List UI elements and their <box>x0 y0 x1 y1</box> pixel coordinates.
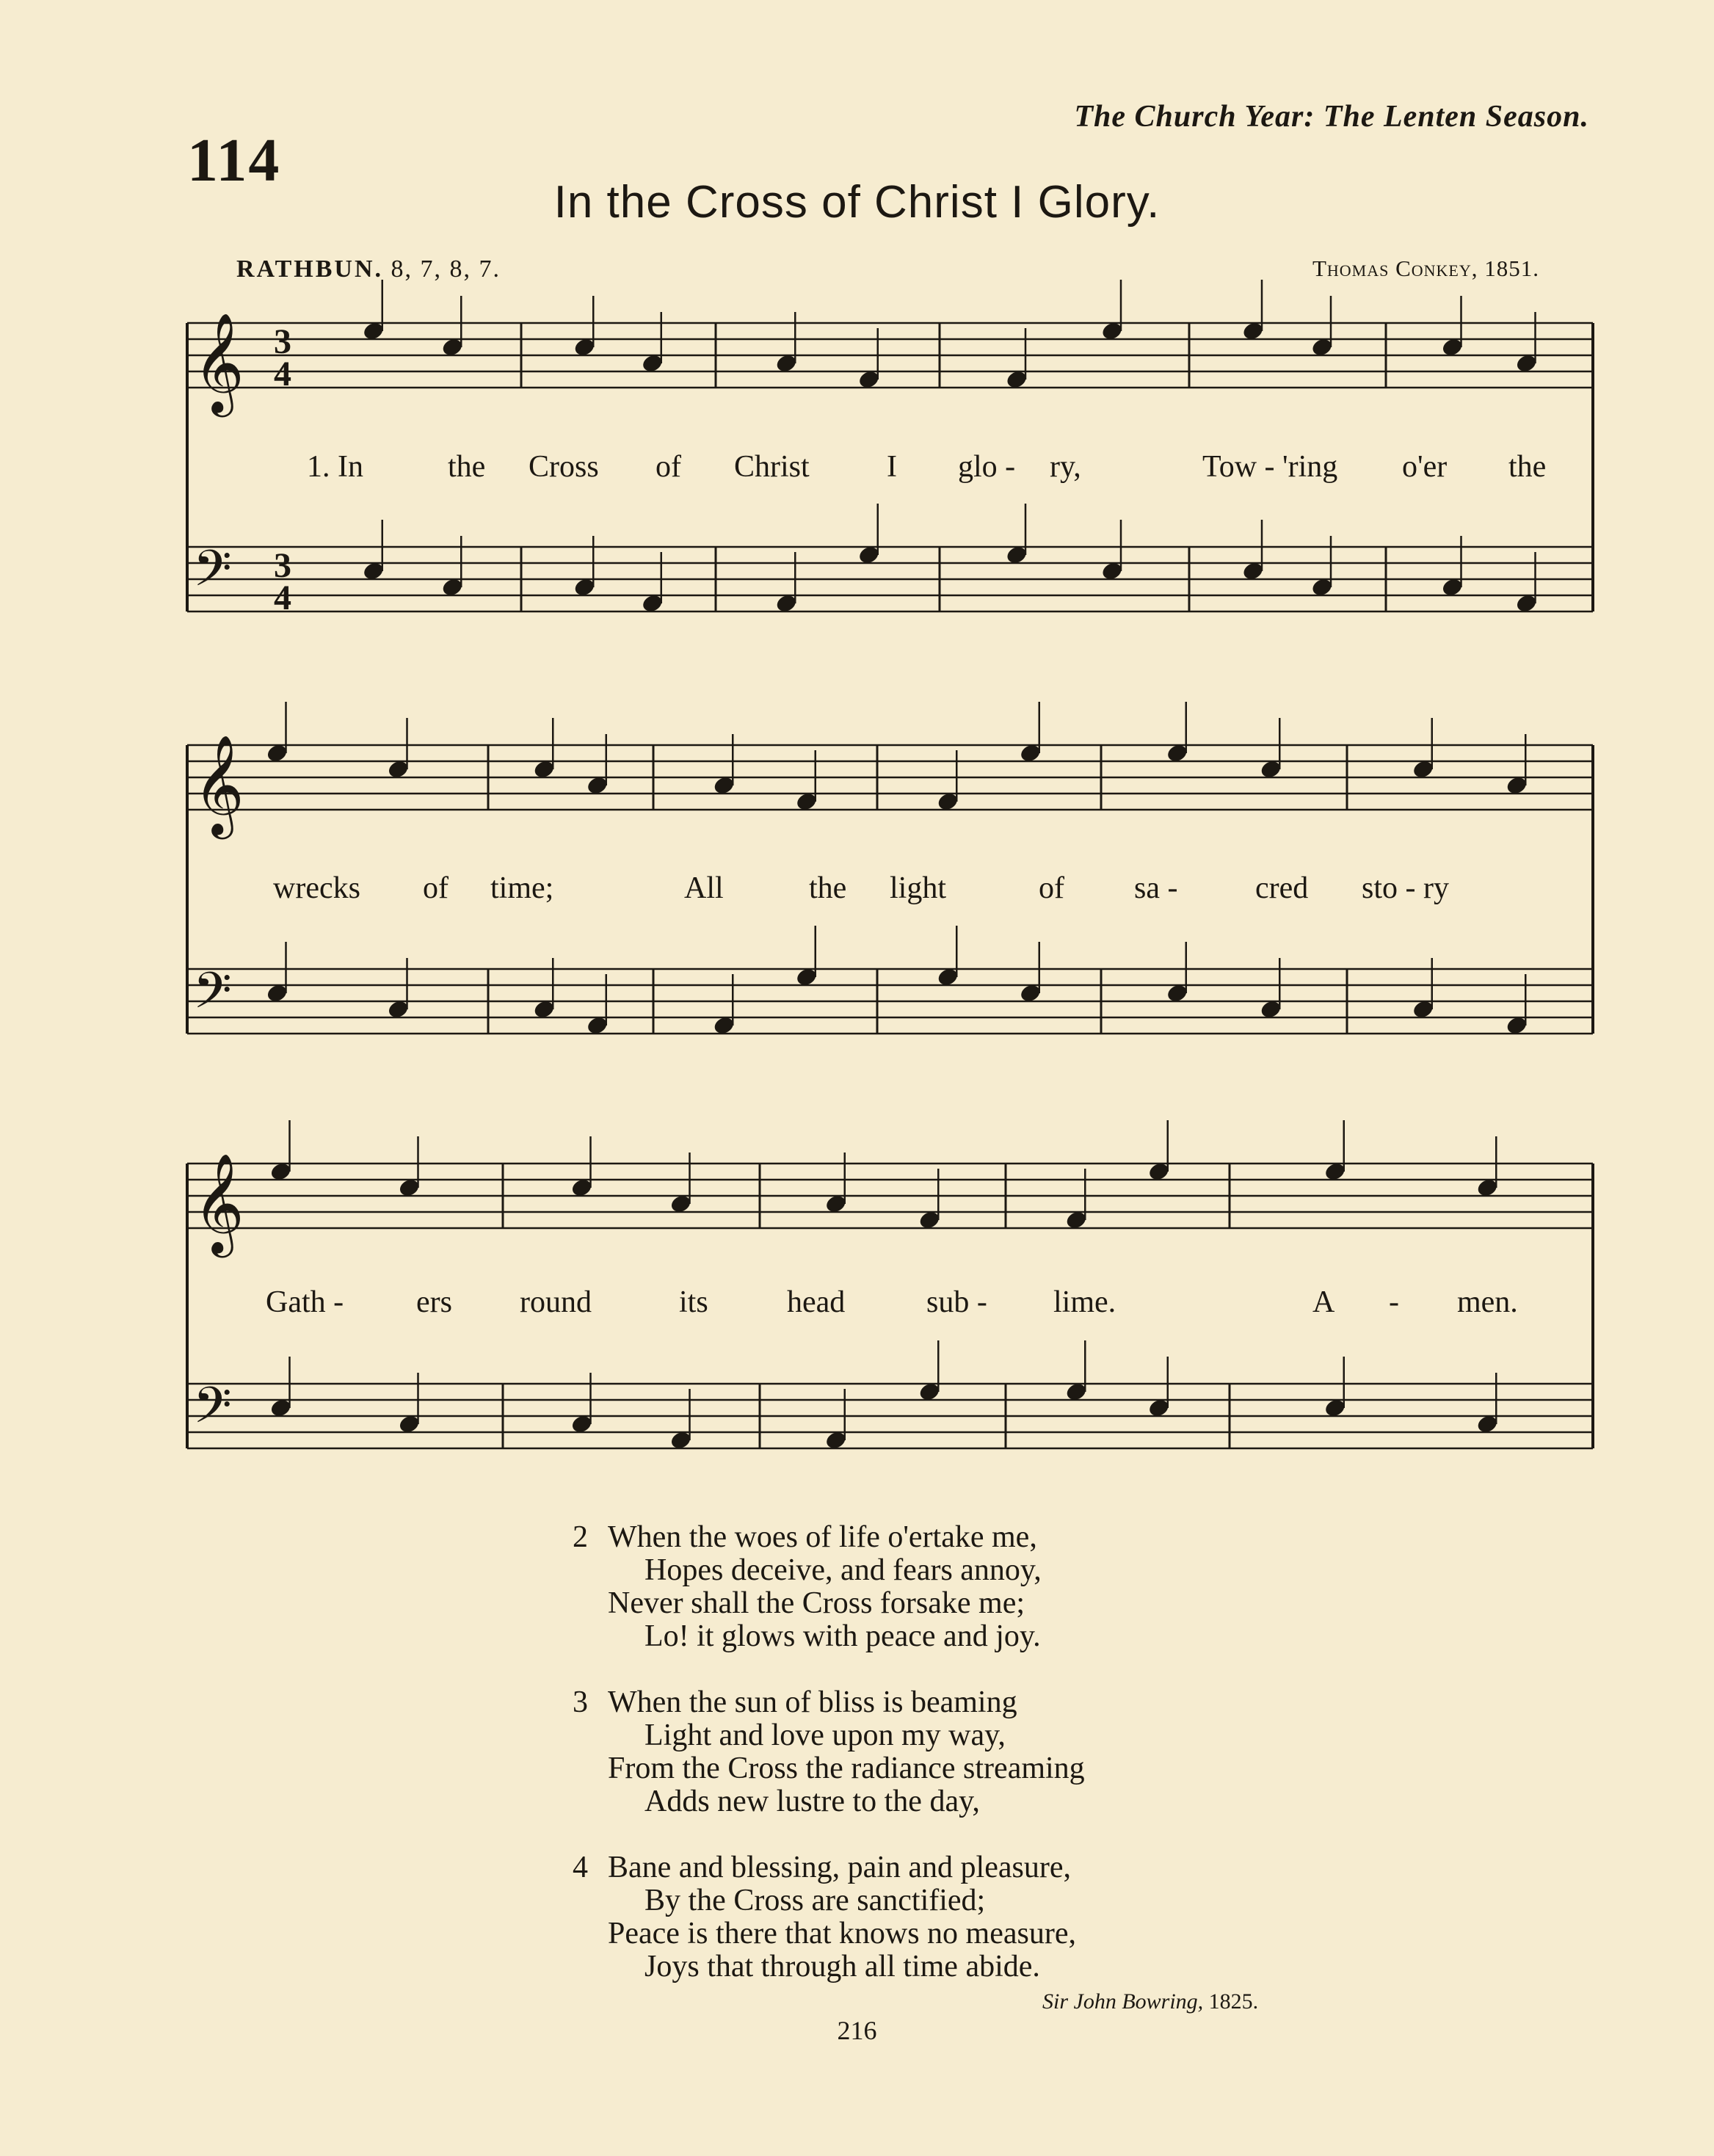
text-year: 1825. <box>1208 1989 1259 2014</box>
verse-number: 2 <box>573 1520 588 1554</box>
verse-line: Adds new lustre to the day, <box>644 1785 980 1818</box>
lyric-syllable: 1. In <box>307 450 363 484</box>
lyric-syllable: Gath - <box>266 1285 344 1319</box>
lyric-syllable: light <box>890 871 947 905</box>
lyric-syllable: head <box>787 1285 846 1319</box>
lyric-syllable: of <box>1039 871 1064 905</box>
page-number: 216 <box>837 2016 877 2045</box>
lyric-syllable: men. <box>1457 1285 1518 1319</box>
verse-line: Hopes deceive, and fears annoy, <box>644 1553 1042 1587</box>
section-heading: The Church Year: The Lenten Season. <box>1074 100 1589 134</box>
tune-meter: 8, 7, 8, 7. <box>391 255 501 283</box>
hymn-number: 114 <box>187 126 281 195</box>
text-author: Sir John Bowring, <box>1042 1989 1204 2014</box>
verse-line: Peace is there that knows no measure, <box>608 1917 1076 1950</box>
verse-line: Never shall the Cross forsake me; <box>608 1586 1025 1620</box>
lyric-syllable: sa - <box>1134 871 1178 905</box>
bass-clef: 𝄢 <box>193 1377 232 1447</box>
lyric-syllable: of <box>656 450 681 484</box>
treble-clef: 𝄞 <box>193 1152 244 1253</box>
treble-clef: 𝄞 <box>193 311 244 413</box>
time-signature-bottom: 4 <box>274 355 291 393</box>
verse-line: Lo! it glows with peace and joy. <box>644 1619 1041 1653</box>
verse-line: Joys that through all time abide. <box>644 1950 1040 1983</box>
lyric-syllable: - <box>1389 1285 1399 1319</box>
lyric-syllable: of <box>423 871 449 905</box>
verse-number: 4 <box>573 1851 588 1884</box>
lyric-syllable: A <box>1312 1285 1335 1319</box>
time-signature-top: 3 <box>274 546 291 585</box>
lyric-syllable: time; <box>490 871 554 905</box>
verse-3 <box>573 1686 1085 1818</box>
lyric-syllable: the <box>1508 450 1547 484</box>
lyric-syllable: glo - <box>958 450 1016 484</box>
lyric-syllable: ers <box>416 1285 452 1319</box>
verse-line: When the woes of life o'ertake me, <box>608 1520 1037 1554</box>
bass-clef: 𝄢 <box>193 962 232 1032</box>
additional-verses <box>573 1521 1085 2017</box>
verse-line: When the sun of bliss is beaming <box>608 1685 1017 1719</box>
lyric-syllable: o'er <box>1402 450 1448 484</box>
lyric-syllable: Christ <box>734 450 810 484</box>
lyric-syllable: the <box>448 450 486 484</box>
tune-name: RATHBUN. <box>236 255 383 283</box>
lyric-syllable: All <box>684 871 724 905</box>
text-author-credit <box>1042 1989 1258 2014</box>
lyric-syllable: ry, <box>1050 450 1081 484</box>
lyric-syllable: cred <box>1255 871 1309 905</box>
lyric-syllable: its <box>679 1285 708 1319</box>
time-signature-bottom: 4 <box>274 578 291 617</box>
lyric-syllable: sto - ry <box>1362 871 1449 905</box>
verse-line: From the Cross the radiance streaming <box>608 1752 1085 1785</box>
lyric-syllable: lime. <box>1053 1285 1116 1319</box>
verse-line: Bane and blessing, pain and pleasure, <box>608 1851 1071 1884</box>
lyric-syllable: Cross <box>529 450 599 484</box>
lyric-syllable: round <box>520 1285 592 1319</box>
verse-line: By the Cross are sanctified; <box>644 1884 986 1917</box>
lyric-syllable: the <box>809 871 847 905</box>
hymn-title: In the Cross of Christ I Glory. <box>553 177 1161 228</box>
verse-number: 3 <box>573 1685 588 1719</box>
lyric-syllable: Tow - 'ring <box>1202 450 1338 484</box>
verse-4 <box>573 1851 1085 1983</box>
bass-clef: 𝄢 <box>193 540 232 610</box>
lyric-syllable: wrecks <box>273 871 360 905</box>
verse-2 <box>573 1521 1085 1653</box>
treble-clef: 𝄞 <box>193 733 244 835</box>
time-signature-top: 3 <box>274 322 291 361</box>
composer-credit: Thomas Conkey, 1851. <box>1312 255 1539 281</box>
verse-line: Light and love upon my way, <box>644 1718 1006 1752</box>
lyric-syllable: sub - <box>926 1285 987 1319</box>
lyric-syllable: I <box>887 450 897 484</box>
